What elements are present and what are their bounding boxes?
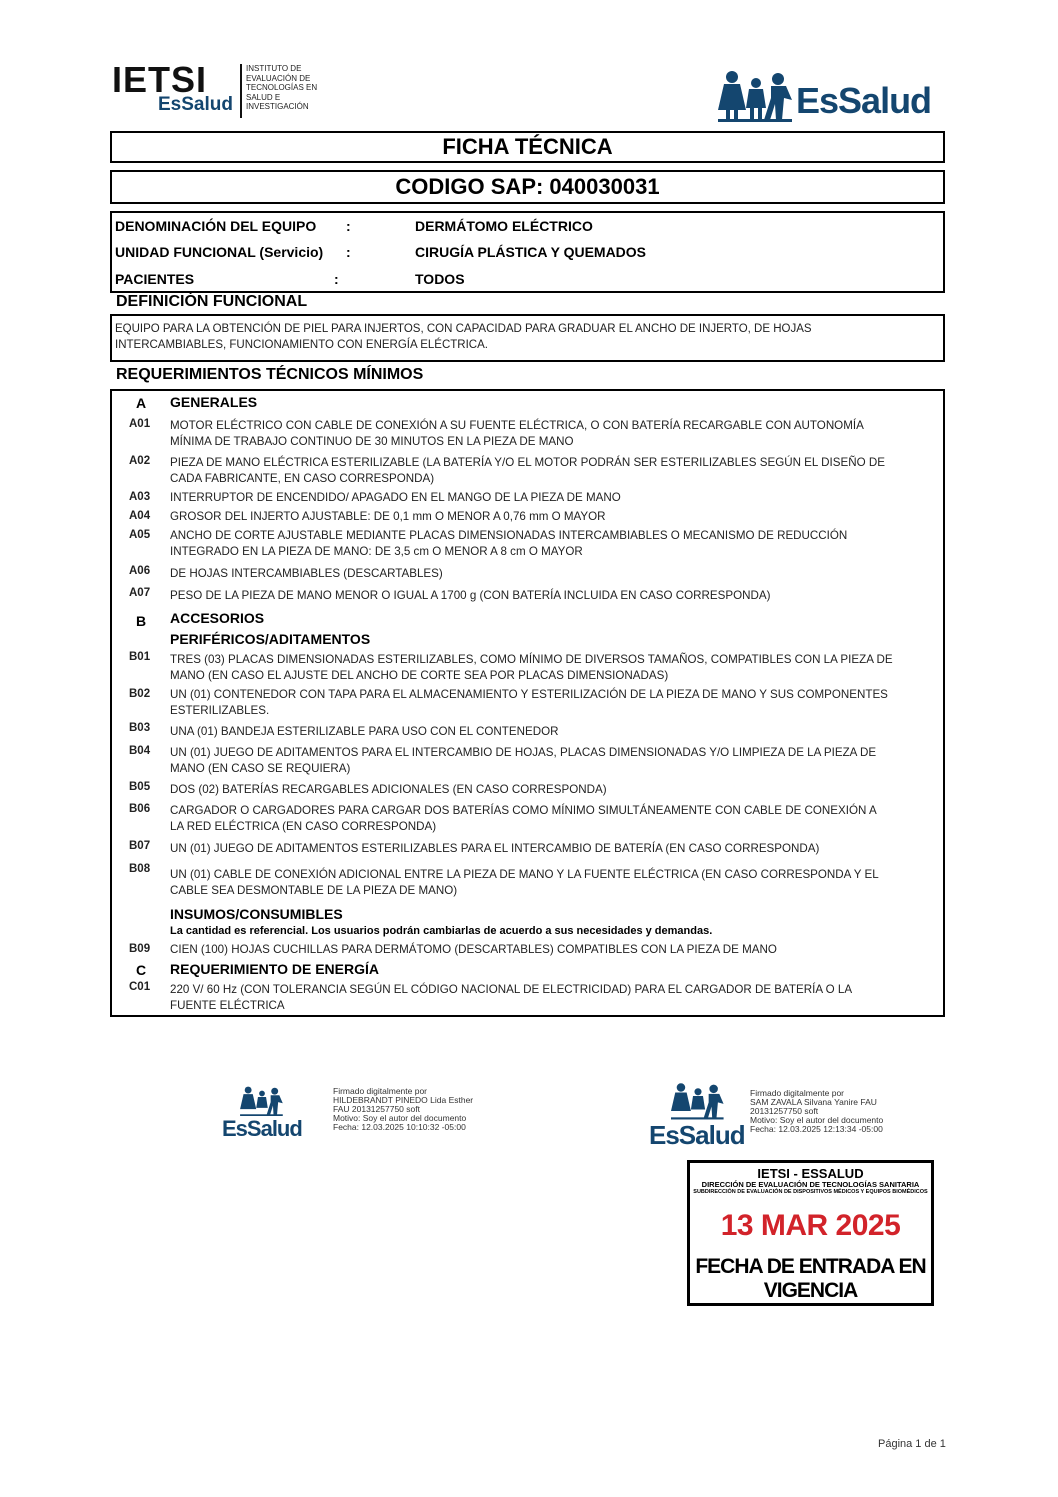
- requirement-item: [170, 528, 944, 559]
- requirement-item: [170, 724, 944, 740]
- requirement-item: [170, 803, 944, 834]
- item-line: CIEN (100) HOJAS CUCHILLAS PARA DERMÁTOMO (DESCARTABLES) COMPATIBLES CON LA PIEZA DE MANO: [170, 943, 777, 956]
- essalud-family-icon: [240, 1086, 284, 1116]
- definition-line: INTERCAMBIABLES, FUNCIONAMIENTO CON ENERGÍA ELÉCTRICA.: [115, 338, 488, 351]
- ietsi-logo-main: IETSI: [112, 59, 208, 100]
- info-value-unidad: CIRUGÍA PLÁSTICA Y QUEMADOS: [415, 244, 647, 260]
- ietsi-desc-line: TECNOLOGÍAS EN: [246, 83, 318, 93]
- item-line: PESO DE LA PIEZA DE MANO MENOR O IGUAL A 1700 g (CON BATERÍA INCLUIDA EN CASO CORRESPONDA): [170, 589, 771, 602]
- ietsi-desc-line: INSTITUTO DE: [246, 64, 302, 73]
- item-code: B01: [129, 651, 151, 663]
- equipment-info-box: [110, 211, 945, 293]
- essalud-family-icon: [671, 1082, 725, 1120]
- requirement-item: [170, 867, 944, 898]
- signature-line: Fecha: 12.03.2025 10:10:32 -05:00: [333, 1122, 466, 1132]
- item-code: B03: [129, 722, 151, 734]
- item-line: UN (01) JUEGO DE ADITAMENTOS ESTERILIZABLES PARA EL INTERCAMBIO DE BATERÍA (EN CASO CORRESPONDA): [170, 842, 820, 855]
- info-value-pacientes: TODOS: [415, 271, 465, 287]
- item-line: MANO (EN CASO EL AJUSTE DEL ANCHO DE CORTE SEA POR PLACAS DIMENSIONADAS): [170, 668, 669, 682]
- section-subheading: PERIFÉRICOS/ADITAMENTOS: [170, 631, 371, 647]
- item-code: A06: [129, 565, 151, 577]
- requirement-item: [170, 509, 944, 525]
- definition-line: EQUIPO PARA LA OBTENCIÓN DE PIEL PARA INJERTOS, CON CAPACIDAD PARA GRADUAR EL ANCHO DE INJERTO, DE HOJAS: [115, 323, 812, 335]
- signature-line: Motivo: Soy el autor del documento: [333, 1113, 467, 1123]
- signature-line: Fecha: 12.03.2025 12:13:34 -05:00: [750, 1124, 883, 1134]
- signature-block-2: [750, 1089, 900, 1134]
- item-line: UN (01) JUEGO DE ADITAMENTOS PARA EL INTERCAMBIO DE HOJAS, PLACAS DIMENSIONADAS Y/O LIMPIEZA DE LA PIEZA DE: [170, 746, 877, 759]
- item-line: DE HOJAS INTERCAMBIABLES (DESCARTABLES): [170, 567, 443, 580]
- info-label-unidad: UNIDAD FUNCIONAL (Servicio): [115, 244, 324, 260]
- item-code: A02: [129, 455, 151, 467]
- item-line: FUENTE ELÉCTRICA: [170, 998, 285, 1012]
- consumables-heading: INSUMOS/CONSUMIBLES: [170, 906, 343, 922]
- essalud-logo: [718, 70, 944, 126]
- item-code: B09: [129, 943, 151, 955]
- info-sep: :: [346, 218, 351, 234]
- section-heading: GENERALES: [170, 394, 258, 410]
- ietsi-desc-line: EVALUACIÓN DE: [246, 73, 311, 83]
- essalud-family-icon: [718, 70, 794, 122]
- section-letter: B: [136, 613, 147, 629]
- item-line: CABLE SEA DESMONTABLE DE LA PIEZA DE MANO): [170, 883, 458, 897]
- item-line: CARGADOR O CARGADORES PARA CARGAR DOS BATERÍAS COMO MÍNIMO SIMULTÁNEAMENTE CON CABLE DE CONEXIÓN A: [170, 804, 877, 817]
- definition-box: [110, 314, 945, 362]
- signature-line: FAU 20131257750 soft: [333, 1104, 420, 1114]
- item-line: CADA FABRICANTE, EN CASO CORRESPONDA): [170, 471, 435, 485]
- consumables-note: La cantidad es referencial. Los usuarios podrán cambiarlas de acuerdo a sus necesidades y demandas.: [170, 925, 713, 937]
- stamp-date: 13 MAR 2025: [720, 1209, 901, 1242]
- item-line: MÍNIMA DE TRABAJO CONTINUO DE 30 MINUTOS EN LA PIEZA DE MANO: [170, 434, 574, 448]
- section-heading: ACCESORIOS: [170, 610, 265, 626]
- ietsi-logo-divider: [240, 64, 242, 118]
- item-line: PIEZA DE MANO ELÉCTRICA ESTERILIZABLE (LA BATERÍA Y/O EL MOTOR PODRÁN SER ESTERILIZABLES SEGÚN EL DISEÑO DE: [170, 456, 885, 469]
- info-sep: :: [334, 271, 339, 287]
- item-line: UN (01) CONTENEDOR CON TAPA PARA EL ALMACENAMIENTO Y ESTERILIZACIÓN DE LA PIEZA DE MANO Y SUS COMPONENTES: [170, 688, 888, 701]
- stamp-title: IETSI - ESSALUD: [757, 1166, 864, 1181]
- stamp-footer: FECHA DE ENTRADA EN VIGENCIA: [695, 1255, 926, 1302]
- validity-stamp: [687, 1160, 934, 1306]
- item-line: INTERRUPTOR DE ENCENDIDO/ APAGADO EN EL MANGO DE LA PIEZA DE MANO: [170, 491, 621, 504]
- signature-line: HILDEBRANDT PINEDO Lida Esther: [333, 1095, 474, 1105]
- signature-logo-text: EsSalud: [222, 1116, 302, 1141]
- requirement-item: [170, 942, 944, 958]
- item-line: UNA (01) BANDEJA ESTERILIZABLE PARA USO CON EL CONTENEDOR: [170, 725, 559, 738]
- item-line: MOTOR ELÉCTRICO CON CABLE DE CONEXIÓN A SU FUENTE ELÉCTRICA, O CON BATERÍA RECARGABLE CON AUTONOMÍA: [170, 419, 864, 432]
- signature-logo-text: EsSalud: [649, 1120, 745, 1150]
- requirements-title: REQUERIMIENTOS TÉCNICOS MÍNIMOS: [116, 366, 424, 383]
- signature-line: SAM ZAVALA Silvana Yanire FAU: [750, 1097, 877, 1107]
- item-code: B05: [129, 781, 151, 793]
- item-code: B04: [129, 745, 151, 757]
- ietsi-logo: [112, 59, 332, 120]
- page-number: Página 1 de 1: [878, 1438, 946, 1450]
- definition-title: DEFINICIÓN FUNCIONAL: [116, 293, 308, 310]
- item-code: A07: [129, 587, 151, 599]
- signature-logo-2: [649, 1082, 749, 1148]
- title-box: [110, 131, 945, 163]
- signature-line: Firmado digitalmente por: [333, 1086, 428, 1096]
- ietsi-logo-sub: EsSalud: [158, 94, 233, 115]
- info-sep: :: [346, 244, 351, 260]
- requirement-item: [170, 745, 944, 776]
- requirement-item: [170, 588, 944, 604]
- item-code: B02: [129, 688, 151, 700]
- info-label-pacientes: PACIENTES: [115, 271, 195, 287]
- ietsi-logo-description: [246, 64, 336, 112]
- requirement-item: [170, 490, 944, 506]
- info-label-denominacion: DENOMINACIÓN DEL EQUIPO: [115, 218, 317, 234]
- signature-line: Motivo: Soy el autor del documento: [750, 1115, 884, 1125]
- requirements-box: [110, 389, 945, 1017]
- requirement-item: [170, 687, 944, 718]
- item-code: A05: [129, 529, 151, 541]
- signature-logo-1: [222, 1086, 304, 1142]
- code-box: [110, 170, 945, 204]
- requirement-item: [170, 566, 944, 582]
- item-line: 220 V/ 60 Hz (CON TOLERANCIA SEGÚN EL CÓDIGO NACIONAL DE ELECTRICIDAD) PARA EL CARGADOR DE BATERÍA O LA: [170, 983, 853, 996]
- item-line: MANO (EN CASO SE REQUIERA): [170, 761, 351, 775]
- document-title: FICHA TÉCNICA: [442, 134, 613, 159]
- requirement-item: [170, 652, 944, 683]
- signature-block-1: [333, 1087, 503, 1132]
- signature-line: Firmado digitalmente por: [750, 1088, 845, 1098]
- requirement-item: [170, 455, 944, 486]
- item-code: A03: [129, 491, 151, 503]
- section-letter: A: [136, 395, 147, 411]
- item-line: ESTERILIZABLES.: [170, 703, 270, 717]
- sap-code: CODIGO SAP: 040030031: [395, 174, 660, 199]
- item-code: B06: [129, 803, 151, 815]
- ietsi-desc-line: INVESTIGACIÓN: [246, 102, 309, 112]
- requirement-item: [170, 982, 944, 1013]
- requirement-item: [170, 782, 944, 798]
- item-line: LA RED ELÉCTRICA (EN CASO CORRESPONDA): [170, 819, 437, 833]
- stamp-subdirection: SUBDIRECCIÓN DE EVALUACIÓN DE DISPOSITIVOS MÉDICOS Y EQUIPOS BIOMÉDICOS: [693, 1189, 928, 1195]
- item-line: ANCHO DE CORTE AJUSTABLE MEDIANTE PLACAS DIMENSIONADAS INTERCAMBIABLES O MECANISMO DE REDUCCIÓN: [170, 529, 848, 542]
- item-code: B08: [129, 863, 151, 875]
- ietsi-desc-line: SALUD E: [246, 92, 281, 102]
- info-value-denominacion: DERMÁTOMO ELÉCTRICO: [415, 218, 593, 234]
- item-code: C01: [129, 981, 151, 993]
- requirement-item: [170, 418, 944, 449]
- item-code: B07: [129, 840, 151, 852]
- requirement-item: [170, 841, 944, 857]
- item-line: INTEGRADO EN LA PIEZA DE MANO: DE 3,5 cm O MENOR A 8 cm O MAYOR: [170, 544, 583, 558]
- signature-line: 20131257750 soft: [750, 1106, 819, 1116]
- item-line: TRES (03) PLACAS DIMENSIONADAS ESTERILIZABLES, COMO MÍNIMO DE DIVERSOS TAMAÑOS, COMPATIBLES CON LA PIEZA DE: [170, 653, 893, 666]
- item-code: A01: [129, 418, 151, 430]
- item-line: GROSOR DEL INJERTO AJUSTABLE: DE 0,1 mm O MENOR A 0,76 mm O MAYOR: [170, 510, 606, 523]
- essalud-logo-text: EsSalud: [796, 80, 932, 121]
- stamp-direction: DIRECCIÓN DE EVALUACIÓN DE TECNOLOGÍAS SANITARIA: [701, 1180, 920, 1189]
- section-letter: C: [136, 962, 147, 978]
- item-code: A04: [129, 510, 151, 522]
- section-heading: REQUERIMIENTO DE ENERGÍA: [170, 961, 379, 977]
- item-line: DOS (02) BATERÍAS RECARGABLES ADICIONALES (EN CASO CORRESPONDA): [170, 783, 607, 796]
- item-line: UN (01) CABLE DE CONEXIÓN ADICIONAL ENTRE LA PIEZA DE MANO Y LA FUENTE ELÉCTRICA (EN CASO CORRESPONDA Y EL: [170, 868, 879, 881]
